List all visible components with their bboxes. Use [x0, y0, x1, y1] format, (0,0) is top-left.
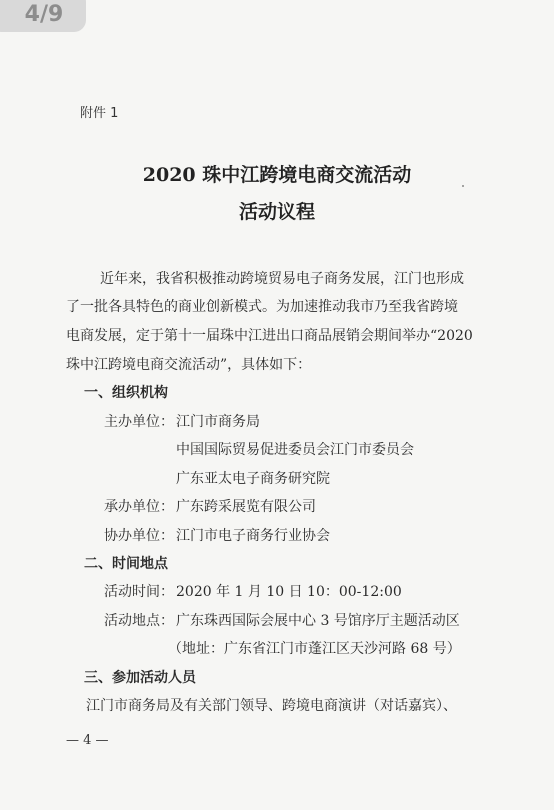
place-value: 广东珠西国际会展中心 3 号馆序厅主题活动区 [176, 613, 460, 629]
document-subtitle: 活动议程 [238, 201, 315, 223]
host-item: 江门市商务局 [176, 414, 260, 430]
organizer-label: 承办单位： [104, 499, 174, 515]
host-item: 广东亚太电子商务研究院 [176, 471, 330, 487]
scan-speck [462, 185, 464, 187]
place-label: 活动地点： [104, 613, 174, 629]
intro-line: 电商发展，定于第十一届珠中江进出口商品展销会期间举办“2020 [66, 328, 473, 344]
time-value: 2020 年 1 月 10 日 10：00-12:00 [176, 584, 402, 600]
co-organizer-label: 协办单位： [104, 528, 174, 544]
intro-line: 珠中江跨境电商交流活动”，具体如下： [66, 357, 312, 373]
section-heading-participants: 三、参加活动人员 [84, 670, 196, 686]
page-number-footer: — 4 — [66, 733, 109, 748]
time-label: 活动时间： [104, 584, 174, 600]
section-heading-time-place: 二、时间地点 [84, 556, 168, 572]
organizer-value: 广东跨采展览有限公司 [176, 499, 316, 515]
address-value: （地址：广东省江门市蓬江区天沙河路 68 号） [168, 641, 461, 657]
co-organizer-value: 江门市电子商务行业协会 [176, 528, 330, 544]
host-item: 中国国际贸易促进委员会江门市委员会 [176, 442, 414, 458]
page-indicator-badge: 4/9 [0, 0, 86, 32]
participants-text: 江门市商务局及有关部门领导、跨境电商演讲（对话嘉宾）、 [86, 698, 457, 714]
intro-line: 近年来，我省积极推动跨境贸易电子商务发展，江门也形成 [100, 271, 464, 287]
host-label: 主办单位： [104, 414, 174, 430]
intro-line: 了一批各具特色的商业创新模式。为加速推动我市乃至我省跨境 [66, 299, 458, 315]
document-title: 2020 珠中江跨境电商交流活动 [142, 164, 412, 186]
attachment-label: 附件 1 [80, 106, 119, 121]
section-heading-organization: 一、组织机构 [84, 385, 168, 401]
